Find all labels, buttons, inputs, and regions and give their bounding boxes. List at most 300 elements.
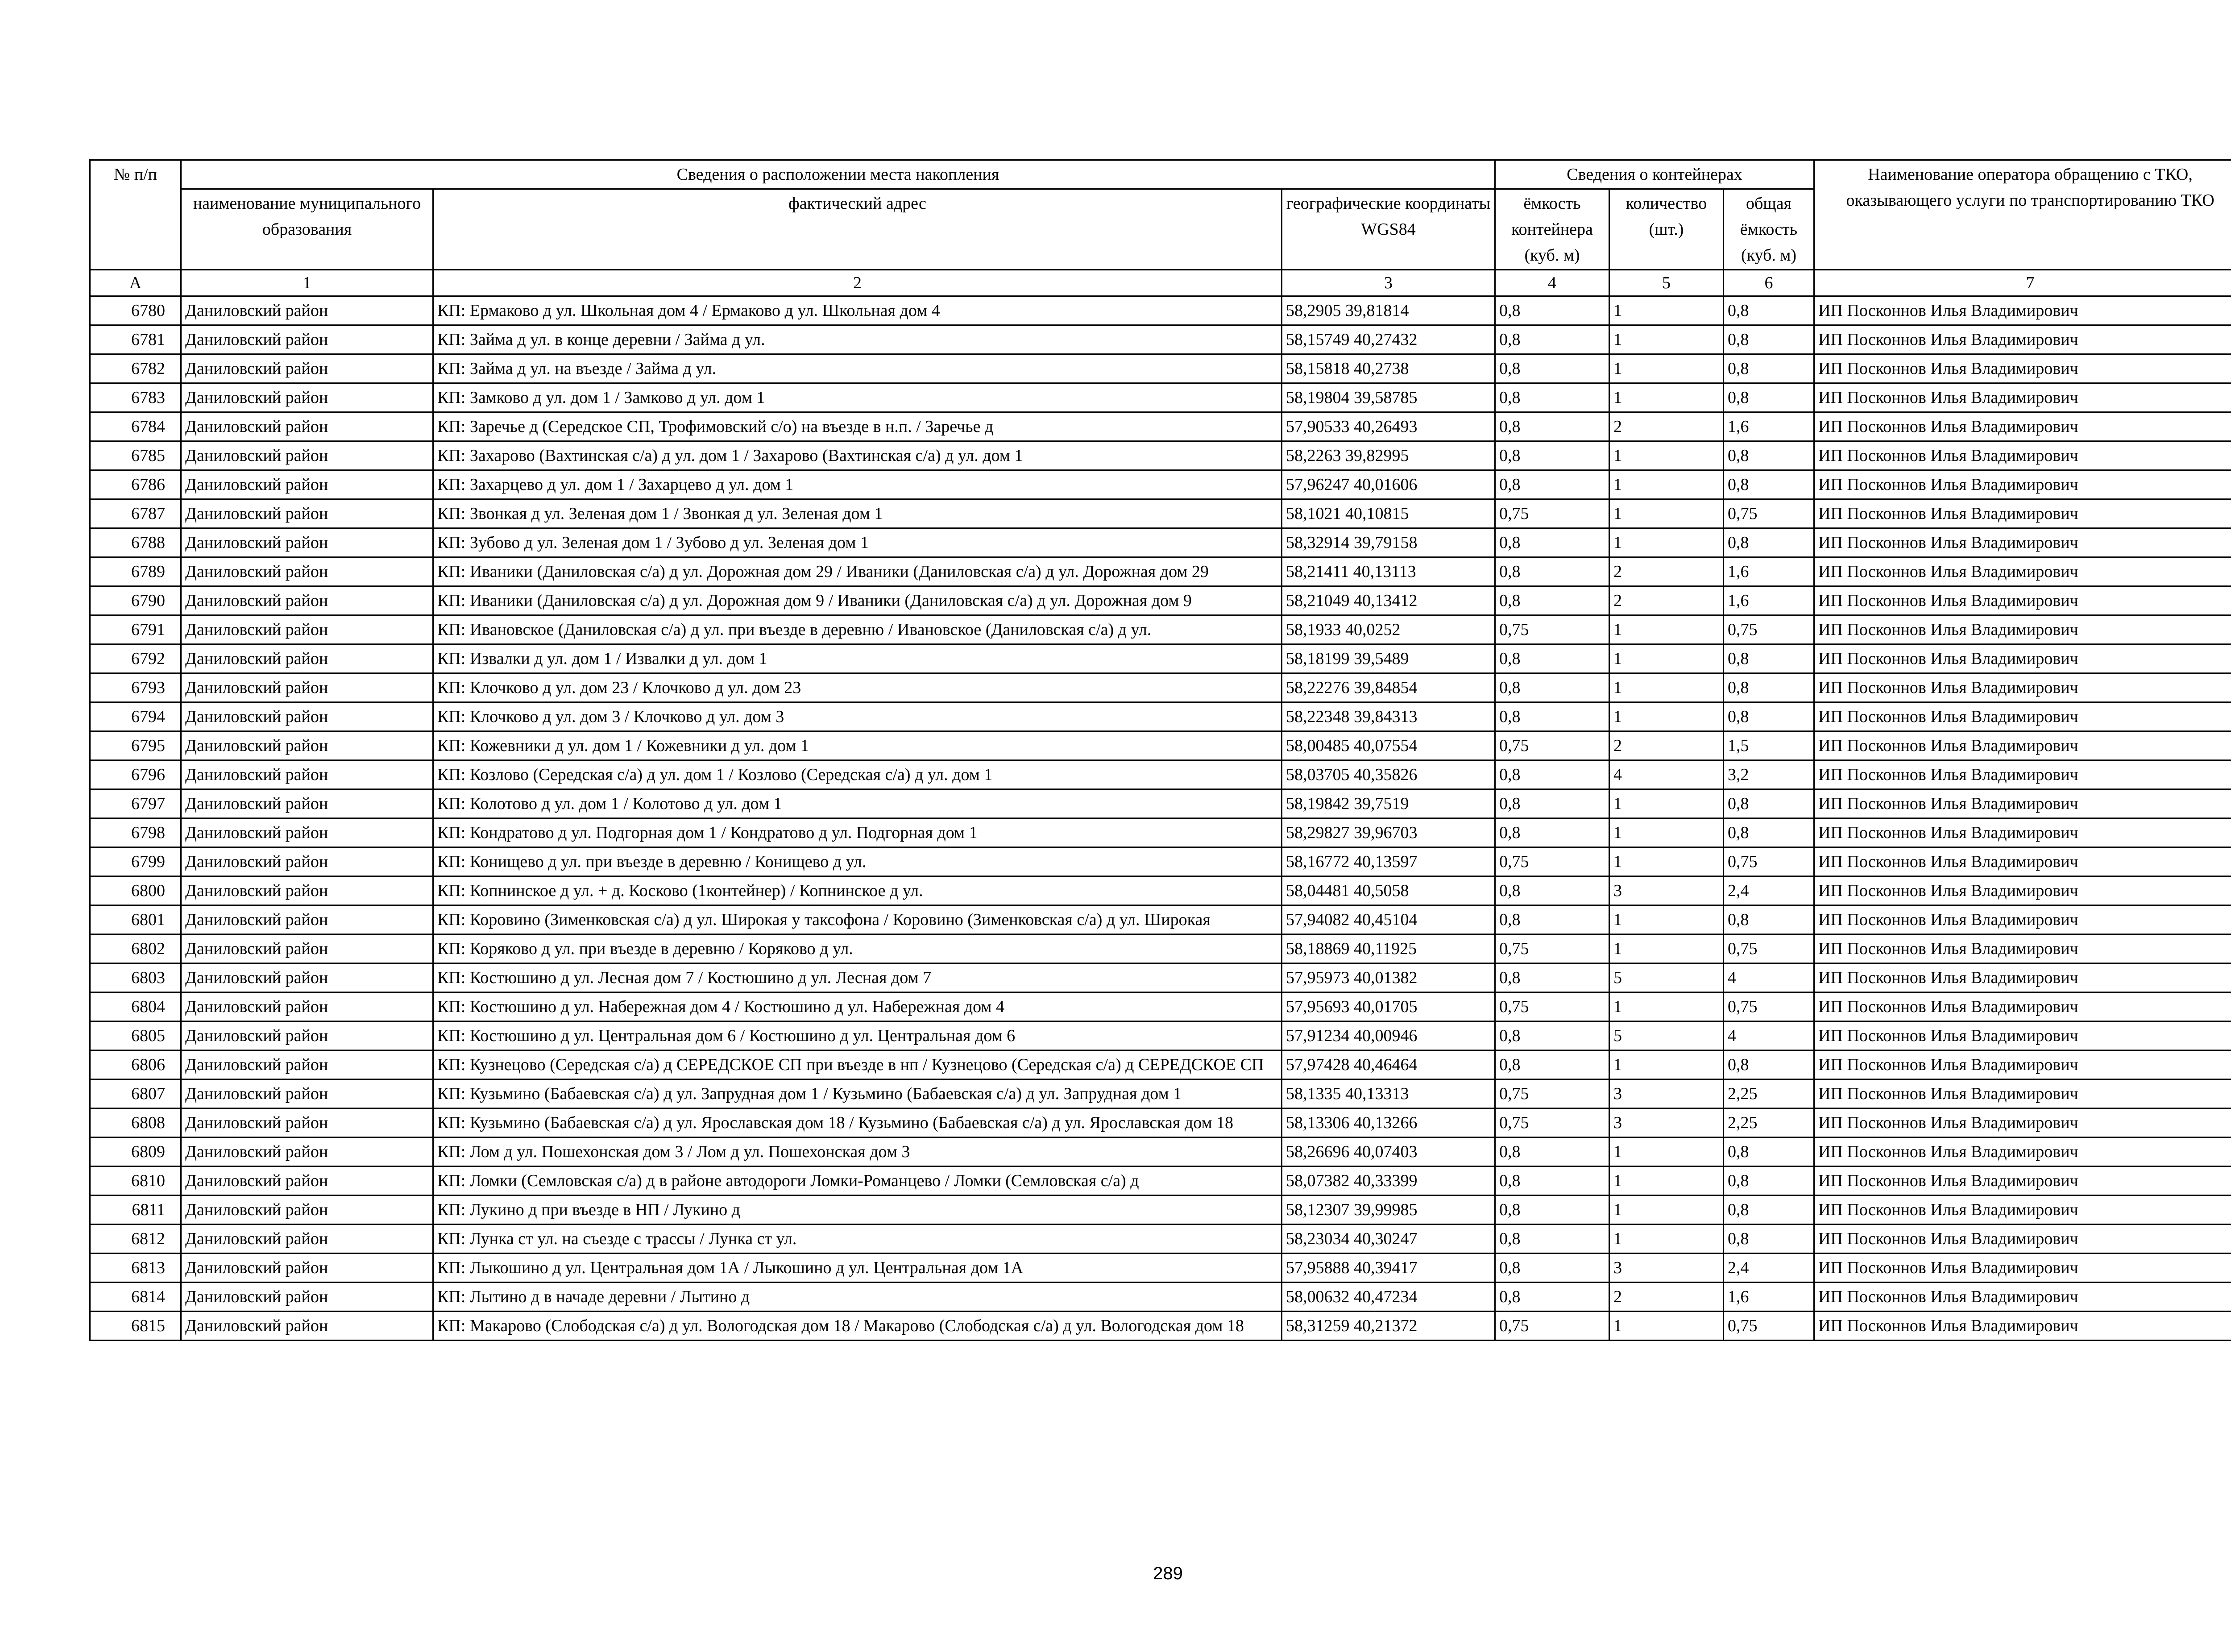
cell-operator: ИП Посконнов Илья Владимирович <box>1814 934 2231 963</box>
cell-municipality: Даниловский район <box>181 586 433 615</box>
cell-capacity: 0,75 <box>1495 1108 1609 1137</box>
cell-coords: 58,1933 40,0252 <box>1282 615 1495 644</box>
cell-address: КП: Копнинское д ул. + д. Косково (1контейнер) / Копнинское д ул. <box>433 876 1282 905</box>
cell-municipality: Даниловский район <box>181 673 433 702</box>
cell-number: 6806 <box>90 1050 181 1079</box>
table-row <box>90 789 2231 818</box>
cell-coords: 58,15818 40,2738 <box>1282 354 1495 383</box>
cell-coords: 58,13306 40,13266 <box>1282 1108 1495 1137</box>
cell-total-capacity: 0,8 <box>1724 441 1814 470</box>
cell-municipality: Даниловский район <box>181 731 433 760</box>
cell-address: КП: Ломки (Семловская с/а) д в районе автодороги Ломки-Романцево / Ломки (Семловская с/а) д <box>433 1166 1282 1195</box>
cell-operator: ИП Посконнов Илья Владимирович <box>1814 1254 2231 1283</box>
table-row <box>90 528 2231 557</box>
cell-operator: ИП Посконнов Илья Владимирович <box>1814 470 2231 499</box>
cell-quantity: 2 <box>1609 731 1724 760</box>
cell-operator: ИП Посконнов Илья Владимирович <box>1814 644 2231 673</box>
cell-total-capacity: 0,8 <box>1724 789 1814 818</box>
cell-municipality: Даниловский район <box>181 325 433 354</box>
cell-operator: ИП Посконнов Илья Владимирович <box>1814 905 2231 934</box>
table-row <box>90 325 2231 354</box>
cell-municipality: Даниловский район <box>181 963 433 992</box>
cell-capacity: 0,8 <box>1495 470 1609 499</box>
table-row <box>90 586 2231 615</box>
cell-address: КП: Иваники (Даниловская с/а) д ул. Дорожная дом 9 / Иваники (Даниловская с/а) д ул. Дорожная дом 9 <box>433 586 1282 615</box>
cell-capacity: 0,8 <box>1495 702 1609 731</box>
cell-coords: 58,31259 40,21372 <box>1282 1312 1495 1341</box>
cell-quantity: 3 <box>1609 1254 1724 1283</box>
cell-municipality: Даниловский район <box>181 702 433 731</box>
cell-operator: ИП Посконнов Илья Владимирович <box>1814 1283 2231 1312</box>
cell-capacity: 0,8 <box>1495 1021 1609 1050</box>
cell-address: КП: Извалки д ул. дом 1 / Извалки д ул. дом 1 <box>433 644 1282 673</box>
cell-address: КП: Лытино д в начаде деревни / Лытино д <box>433 1283 1282 1312</box>
cell-quantity: 1 <box>1609 615 1724 644</box>
table-row <box>90 1254 2231 1283</box>
cell-total-capacity: 1,6 <box>1724 1283 1814 1312</box>
cell-operator: ИП Посконнов Илья Владимирович <box>1814 1195 2231 1224</box>
cell-quantity: 1 <box>1609 1224 1724 1254</box>
cell-municipality: Даниловский район <box>181 789 433 818</box>
cell-quantity: 2 <box>1609 586 1724 615</box>
cell-operator: ИП Посконнов Илья Владимирович <box>1814 702 2231 731</box>
cell-number: 6803 <box>90 963 181 992</box>
table-row <box>90 1050 2231 1079</box>
cell-number: 6795 <box>90 731 181 760</box>
cell-number: 6813 <box>90 1254 181 1283</box>
cell-quantity: 1 <box>1609 441 1724 470</box>
cell-capacity: 0,8 <box>1495 644 1609 673</box>
cell-address: КП: Клочково д ул. дом 3 / Клочково д ул. дом 3 <box>433 702 1282 731</box>
cell-number: 6791 <box>90 615 181 644</box>
cell-number: 6798 <box>90 818 181 847</box>
cell-coords: 58,21049 40,13412 <box>1282 586 1495 615</box>
cell-address: КП: Захарово (Вахтинская с/а) д ул. дом 1 / Захарово (Вахтинская с/а) д ул. дом 1 <box>433 441 1282 470</box>
cell-coords: 57,97428 40,46464 <box>1282 1050 1495 1079</box>
table-row <box>90 992 2231 1021</box>
cell-address: КП: Займа д ул. в конце деревни / Займа д ул. <box>433 325 1282 354</box>
cell-capacity: 0,8 <box>1495 441 1609 470</box>
cell-capacity: 0,8 <box>1495 325 1609 354</box>
header-municipality: наименование муниципального образования <box>181 189 433 270</box>
table-row <box>90 1195 2231 1224</box>
cell-coords: 58,00485 40,07554 <box>1282 731 1495 760</box>
cell-coords: 58,22276 39,84854 <box>1282 673 1495 702</box>
table-row <box>90 760 2231 789</box>
cell-number: 6780 <box>90 296 181 325</box>
column-index: А <box>90 270 181 296</box>
cell-quantity: 1 <box>1609 992 1724 1021</box>
table-row <box>90 644 2231 673</box>
cell-quantity: 1 <box>1609 1137 1724 1166</box>
cell-coords: 58,18869 40,11925 <box>1282 934 1495 963</box>
cell-address: КП: Макарово (Слободская с/а) д ул. Вологодская дом 18 / Макарово (Слободская с/а) д ул. Вологодская дом 18 <box>433 1312 1282 1341</box>
table-row <box>90 963 2231 992</box>
cell-operator: ИП Посконнов Илья Владимирович <box>1814 354 2231 383</box>
cell-operator: ИП Посконнов Илья Владимирович <box>1814 818 2231 847</box>
cell-address: КП: Костюшино д ул. Лесная дом 7 / Костюшино д ул. Лесная дом 7 <box>433 963 1282 992</box>
cell-operator: ИП Посконнов Илья Владимирович <box>1814 1108 2231 1137</box>
cell-quantity: 1 <box>1609 470 1724 499</box>
cell-municipality: Даниловский район <box>181 1254 433 1283</box>
cell-number: 6789 <box>90 557 181 586</box>
table-row <box>90 1312 2231 1341</box>
table-row <box>90 905 2231 934</box>
cell-operator: ИП Посконнов Илья Владимирович <box>1814 586 2231 615</box>
cell-quantity: 5 <box>1609 1021 1724 1050</box>
cell-capacity: 0,75 <box>1495 1079 1609 1108</box>
cell-address: КП: Костюшино д ул. Центральная дом 6 / Костюшино д ул. Центральная дом 6 <box>433 1021 1282 1050</box>
cell-capacity: 0,8 <box>1495 528 1609 557</box>
cell-capacity: 0,75 <box>1495 992 1609 1021</box>
cell-coords: 57,91234 40,00946 <box>1282 1021 1495 1050</box>
cell-address: КП: Лом д ул. Пошехонская дом 3 / Лом д ул. Пошехонская дом 3 <box>433 1137 1282 1166</box>
header-location-group: Сведения о расположении места накопления <box>181 160 1495 189</box>
cell-quantity: 1 <box>1609 1195 1724 1224</box>
cell-address: КП: Клочково д ул. дом 23 / Клочково д ул. дом 23 <box>433 673 1282 702</box>
cell-quantity: 1 <box>1609 905 1724 934</box>
cell-total-capacity: 0,8 <box>1724 1195 1814 1224</box>
cell-address: КП: Коряково д ул. при въезде в деревню / Коряково д ул. <box>433 934 1282 963</box>
cell-operator: ИП Посконнов Илья Владимирович <box>1814 963 2231 992</box>
cell-coords: 58,29827 39,96703 <box>1282 818 1495 847</box>
cell-municipality: Даниловский район <box>181 441 433 470</box>
cell-municipality: Даниловский район <box>181 1283 433 1312</box>
column-index-row <box>90 270 2231 296</box>
cell-coords: 58,03705 40,35826 <box>1282 760 1495 789</box>
cell-quantity: 2 <box>1609 1283 1724 1312</box>
cell-quantity: 1 <box>1609 1050 1724 1079</box>
page-number: 289 <box>1153 1564 1183 1583</box>
cell-municipality: Даниловский район <box>181 354 433 383</box>
header-containers-group: Сведения о контейнерах <box>1495 160 1814 189</box>
cell-total-capacity: 0,8 <box>1724 1050 1814 1079</box>
cell-address: КП: Ермаково д ул. Школьная дом 4 / Ермаково д ул. Школьная дом 4 <box>433 296 1282 325</box>
cell-address: КП: Ивановское (Даниловская с/а) д ул. при въезде в деревню / Ивановское (Даниловская с/а) д ул. <box>433 615 1282 644</box>
cell-number: 6787 <box>90 499 181 528</box>
cell-capacity: 0,8 <box>1495 296 1609 325</box>
registry-table <box>89 159 2231 1341</box>
cell-total-capacity: 3,2 <box>1724 760 1814 789</box>
cell-quantity: 1 <box>1609 325 1724 354</box>
cell-quantity: 2 <box>1609 557 1724 586</box>
cell-address: КП: Зубово д ул. Зеленая дом 1 / Зубово д ул. Зеленая дом 1 <box>433 528 1282 557</box>
cell-operator: ИП Посконнов Илья Владимирович <box>1814 731 2231 760</box>
cell-total-capacity: 0,8 <box>1724 644 1814 673</box>
cell-address: КП: Кондратово д ул. Подгорная дом 1 / Кондратово д ул. Подгорная дом 1 <box>433 818 1282 847</box>
table-row <box>90 1283 2231 1312</box>
header-total-capacity: общая ёмкость (куб. м) <box>1724 189 1814 270</box>
cell-number: 6796 <box>90 760 181 789</box>
cell-number: 6782 <box>90 354 181 383</box>
cell-number: 6814 <box>90 1283 181 1312</box>
cell-number: 6781 <box>90 325 181 354</box>
table-row <box>90 818 2231 847</box>
table-row <box>90 354 2231 383</box>
cell-municipality: Даниловский район <box>181 1224 433 1254</box>
cell-quantity: 1 <box>1609 847 1724 876</box>
cell-address: КП: Козлово (Середская с/а) д ул. дом 1 / Козлово (Середская с/а) д ул. дом 1 <box>433 760 1282 789</box>
cell-coords: 58,22348 39,84313 <box>1282 702 1495 731</box>
cell-quantity: 1 <box>1609 1312 1724 1341</box>
cell-number: 6802 <box>90 934 181 963</box>
cell-operator: ИП Посконнов Илья Владимирович <box>1814 789 2231 818</box>
cell-quantity: 1 <box>1609 702 1724 731</box>
cell-quantity: 2 <box>1609 412 1724 441</box>
cell-quantity: 4 <box>1609 760 1724 789</box>
cell-operator: ИП Посконнов Илья Владимирович <box>1814 325 2231 354</box>
table-row <box>90 847 2231 876</box>
cell-capacity: 0,75 <box>1495 499 1609 528</box>
cell-quantity: 1 <box>1609 789 1724 818</box>
cell-total-capacity: 0,8 <box>1724 354 1814 383</box>
cell-total-capacity: 0,75 <box>1724 499 1814 528</box>
column-index: 4 <box>1495 270 1609 296</box>
cell-address: КП: Кузьмино (Бабаевская с/а) д ул. Запрудная дом 1 / Кузьмино (Бабаевская с/а) д ул. Запрудная дом 1 <box>433 1079 1282 1108</box>
cell-operator: ИП Посконнов Илья Владимирович <box>1814 1137 2231 1166</box>
cell-municipality: Даниловский район <box>181 1137 433 1166</box>
cell-municipality: Даниловский район <box>181 615 433 644</box>
cell-municipality: Даниловский район <box>181 905 433 934</box>
cell-total-capacity: 4 <box>1724 963 1814 992</box>
cell-quantity: 1 <box>1609 673 1724 702</box>
cell-total-capacity: 2,4 <box>1724 876 1814 905</box>
cell-number: 6799 <box>90 847 181 876</box>
cell-capacity: 0,8 <box>1495 760 1609 789</box>
cell-coords: 58,00632 40,47234 <box>1282 1283 1495 1312</box>
table-row <box>90 557 2231 586</box>
cell-quantity: 1 <box>1609 499 1724 528</box>
cell-quantity: 3 <box>1609 1108 1724 1137</box>
cell-capacity: 0,8 <box>1495 1254 1609 1283</box>
cell-address: КП: Кожевники д ул. дом 1 / Кожевники д ул. дом 1 <box>433 731 1282 760</box>
cell-quantity: 1 <box>1609 354 1724 383</box>
cell-operator: ИП Посконнов Илья Владимирович <box>1814 992 2231 1021</box>
cell-address: КП: Кузьмино (Бабаевская с/а) д ул. Ярославская дом 18 / Кузьмино (Бабаевская с/а) д ул. Ярославская дом 18 <box>433 1108 1282 1137</box>
cell-quantity: 1 <box>1609 818 1724 847</box>
cell-municipality: Даниловский район <box>181 528 433 557</box>
column-index: 5 <box>1609 270 1724 296</box>
cell-total-capacity: 0,8 <box>1724 528 1814 557</box>
cell-operator: ИП Посконнов Илья Владимирович <box>1814 1224 2231 1254</box>
cell-operator: ИП Посконнов Илья Владимирович <box>1814 847 2231 876</box>
table-row <box>90 673 2231 702</box>
cell-total-capacity: 0,8 <box>1724 296 1814 325</box>
cell-operator: ИП Посконнов Илья Владимирович <box>1814 1166 2231 1195</box>
table-row <box>90 702 2231 731</box>
cell-coords: 58,07382 40,33399 <box>1282 1166 1495 1195</box>
cell-total-capacity: 0,8 <box>1724 383 1814 412</box>
cell-number: 6807 <box>90 1079 181 1108</box>
table-row <box>90 731 2231 760</box>
cell-quantity: 1 <box>1609 644 1724 673</box>
cell-total-capacity: 0,8 <box>1724 325 1814 354</box>
cell-municipality: Даниловский район <box>181 1021 433 1050</box>
cell-number: 6790 <box>90 586 181 615</box>
cell-municipality: Даниловский район <box>181 1312 433 1341</box>
table-row <box>90 441 2231 470</box>
cell-total-capacity: 2,25 <box>1724 1108 1814 1137</box>
cell-address: КП: Конищево д ул. при въезде в деревню / Конищево д ул. <box>433 847 1282 876</box>
cell-quantity: 1 <box>1609 934 1724 963</box>
cell-municipality: Даниловский район <box>181 818 433 847</box>
header-address: фактический адрес <box>433 189 1282 270</box>
cell-total-capacity: 0,8 <box>1724 1166 1814 1195</box>
cell-total-capacity: 0,8 <box>1724 1224 1814 1254</box>
cell-total-capacity: 0,75 <box>1724 934 1814 963</box>
cell-total-capacity: 1,6 <box>1724 557 1814 586</box>
cell-total-capacity: 0,75 <box>1724 992 1814 1021</box>
table-row <box>90 615 2231 644</box>
cell-capacity: 0,8 <box>1495 876 1609 905</box>
cell-capacity: 0,8 <box>1495 673 1609 702</box>
cell-coords: 58,21411 40,13113 <box>1282 557 1495 586</box>
cell-total-capacity: 1,6 <box>1724 412 1814 441</box>
cell-number: 6810 <box>90 1166 181 1195</box>
header-operator: Наименование оператора обращению с ТКО, оказывающего услуги по транспортированию ТКО <box>1814 160 2231 270</box>
cell-operator: ИП Посконнов Илья Владимирович <box>1814 528 2231 557</box>
cell-capacity: 0,8 <box>1495 1137 1609 1166</box>
cell-number: 6812 <box>90 1224 181 1254</box>
cell-number: 6783 <box>90 383 181 412</box>
cell-total-capacity: 0,75 <box>1724 847 1814 876</box>
cell-operator: ИП Посконнов Илья Владимирович <box>1814 499 2231 528</box>
cell-coords: 58,18199 39,5489 <box>1282 644 1495 673</box>
cell-number: 6805 <box>90 1021 181 1050</box>
cell-coords: 58,15749 40,27432 <box>1282 325 1495 354</box>
cell-number: 6793 <box>90 673 181 702</box>
cell-coords: 58,2263 39,82995 <box>1282 441 1495 470</box>
cell-total-capacity: 0,75 <box>1724 1312 1814 1341</box>
cell-number: 6794 <box>90 702 181 731</box>
cell-number: 6811 <box>90 1195 181 1224</box>
cell-capacity: 0,8 <box>1495 1050 1609 1079</box>
cell-total-capacity: 0,8 <box>1724 1137 1814 1166</box>
table-row <box>90 470 2231 499</box>
cell-coords: 58,1021 40,10815 <box>1282 499 1495 528</box>
cell-quantity: 1 <box>1609 296 1724 325</box>
cell-number: 6808 <box>90 1108 181 1137</box>
cell-number: 6809 <box>90 1137 181 1166</box>
cell-number: 6804 <box>90 992 181 1021</box>
cell-total-capacity: 0,8 <box>1724 470 1814 499</box>
cell-total-capacity: 0,75 <box>1724 615 1814 644</box>
cell-capacity: 0,8 <box>1495 586 1609 615</box>
cell-coords: 58,2905 39,81814 <box>1282 296 1495 325</box>
cell-capacity: 0,8 <box>1495 412 1609 441</box>
cell-coords: 57,96247 40,01606 <box>1282 470 1495 499</box>
column-index: 6 <box>1724 270 1814 296</box>
cell-municipality: Даниловский район <box>181 934 433 963</box>
cell-quantity: 1 <box>1609 383 1724 412</box>
cell-municipality: Даниловский район <box>181 557 433 586</box>
cell-address: КП: Коровино (Зименковская с/а) д ул. Широкая у таксофона / Коровино (Зименковская с/а) д ул. Широкая <box>433 905 1282 934</box>
column-index: 7 <box>1814 270 2231 296</box>
column-index: 1 <box>181 270 433 296</box>
cell-capacity: 0,8 <box>1495 354 1609 383</box>
cell-coords: 57,94082 40,45104 <box>1282 905 1495 934</box>
table-row <box>90 412 2231 441</box>
cell-operator: ИП Посконнов Илья Владимирович <box>1814 557 2231 586</box>
cell-municipality: Даниловский район <box>181 644 433 673</box>
header-quantity: количество (шт.) <box>1609 189 1724 270</box>
header-capacity: ёмкость контейнера (куб. м) <box>1495 189 1609 270</box>
table-row <box>90 296 2231 325</box>
cell-total-capacity: 4 <box>1724 1021 1814 1050</box>
cell-coords: 57,95973 40,01382 <box>1282 963 1495 992</box>
cell-operator: ИП Посконнов Илья Владимирович <box>1814 441 2231 470</box>
cell-operator: ИП Посконнов Илья Владимирович <box>1814 760 2231 789</box>
cell-operator: ИП Посконнов Илья Владимирович <box>1814 1050 2231 1079</box>
cell-quantity: 1 <box>1609 528 1724 557</box>
cell-capacity: 0,8 <box>1495 1195 1609 1224</box>
cell-municipality: Даниловский район <box>181 499 433 528</box>
cell-operator: ИП Посконнов Илья Владимирович <box>1814 1312 2231 1341</box>
cell-total-capacity: 0,8 <box>1724 673 1814 702</box>
cell-municipality: Даниловский район <box>181 1166 433 1195</box>
cell-operator: ИП Посконнов Илья Владимирович <box>1814 615 2231 644</box>
cell-coords: 58,16772 40,13597 <box>1282 847 1495 876</box>
cell-coords: 58,12307 39,99985 <box>1282 1195 1495 1224</box>
cell-quantity: 1 <box>1609 1166 1724 1195</box>
cell-capacity: 0,8 <box>1495 557 1609 586</box>
cell-number: 6784 <box>90 412 181 441</box>
cell-coords: 58,19804 39,58785 <box>1282 383 1495 412</box>
table-row <box>90 1079 2231 1108</box>
cell-municipality: Даниловский район <box>181 296 433 325</box>
cell-coords: 58,04481 40,5058 <box>1282 876 1495 905</box>
cell-total-capacity: 0,8 <box>1724 702 1814 731</box>
cell-municipality: Даниловский район <box>181 992 433 1021</box>
cell-quantity: 3 <box>1609 1079 1724 1108</box>
cell-number: 6800 <box>90 876 181 905</box>
cell-operator: ИП Посконнов Илья Владимирович <box>1814 1079 2231 1108</box>
table-row <box>90 934 2231 963</box>
cell-municipality: Даниловский район <box>181 1079 433 1108</box>
cell-address: КП: Лыкошино д ул. Центральная дом 1А / Лыкошино д ул. Центральная дом 1А <box>433 1254 1282 1283</box>
cell-total-capacity: 1,5 <box>1724 731 1814 760</box>
cell-address: КП: Костюшино д ул. Набережная дом 4 / Костюшино д ул. Набережная дом 4 <box>433 992 1282 1021</box>
cell-total-capacity: 0,8 <box>1724 905 1814 934</box>
cell-address: КП: Захарцево д ул. дом 1 / Захарцево д ул. дом 1 <box>433 470 1282 499</box>
table-row <box>90 876 2231 905</box>
cell-municipality: Даниловский район <box>181 383 433 412</box>
header-row-1 <box>90 160 2231 189</box>
cell-coords: 57,95693 40,01705 <box>1282 992 1495 1021</box>
cell-capacity: 0,8 <box>1495 789 1609 818</box>
cell-municipality: Даниловский район <box>181 876 433 905</box>
column-index: 2 <box>433 270 1282 296</box>
cell-capacity: 0,8 <box>1495 1283 1609 1312</box>
cell-municipality: Даниловский район <box>181 847 433 876</box>
cell-total-capacity: 1,6 <box>1724 586 1814 615</box>
cell-coords: 58,1335 40,13313 <box>1282 1079 1495 1108</box>
cell-capacity: 0,8 <box>1495 1166 1609 1195</box>
cell-capacity: 0,8 <box>1495 963 1609 992</box>
header-coords: географические координаты WGS84 <box>1282 189 1495 270</box>
cell-capacity: 0,75 <box>1495 934 1609 963</box>
table-row <box>90 1021 2231 1050</box>
cell-municipality: Даниловский район <box>181 1195 433 1224</box>
cell-quantity: 5 <box>1609 963 1724 992</box>
cell-number: 6792 <box>90 644 181 673</box>
cell-municipality: Даниловский район <box>181 470 433 499</box>
cell-capacity: 0,75 <box>1495 731 1609 760</box>
cell-capacity: 0,75 <box>1495 1312 1609 1341</box>
table-row <box>90 383 2231 412</box>
cell-quantity: 3 <box>1609 876 1724 905</box>
cell-capacity: 0,8 <box>1495 1224 1609 1254</box>
